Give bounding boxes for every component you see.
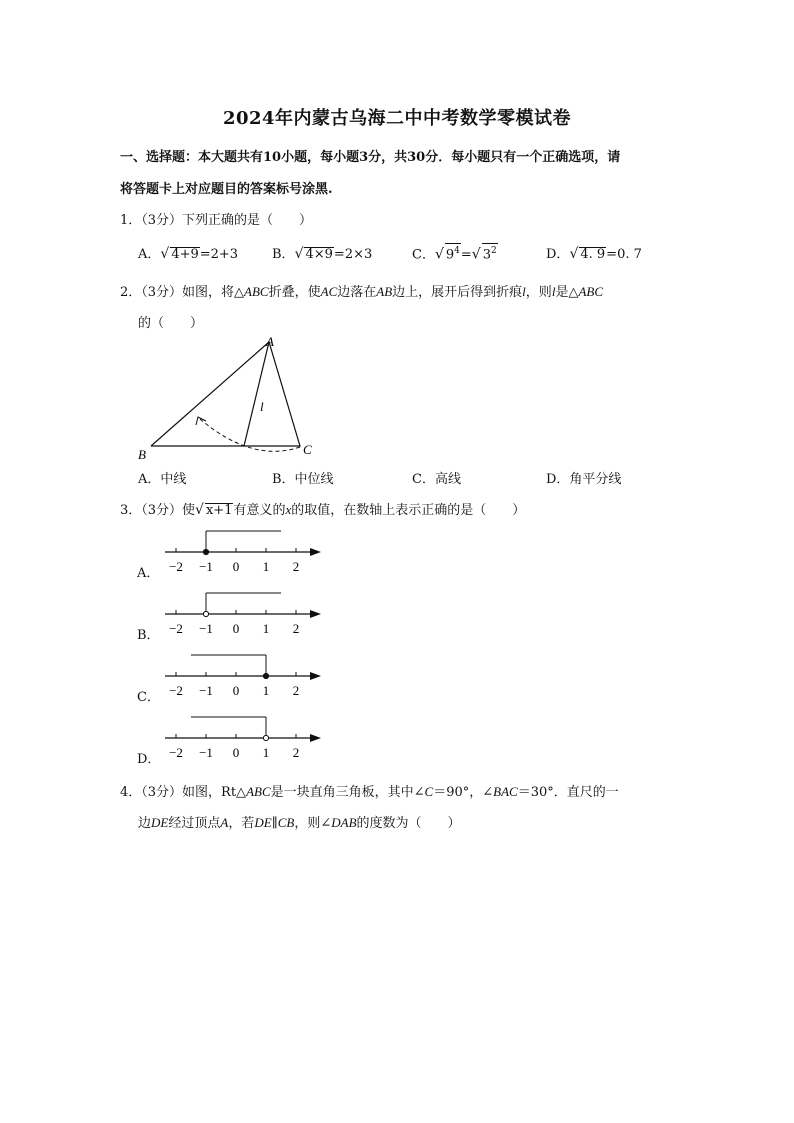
q3-option-a-label: A． — [137, 566, 160, 581]
q2-triangle-figure — [132, 333, 372, 463]
axis-arrow — [310, 734, 321, 742]
tick-label: −1 — [199, 621, 213, 636]
number-line-b — [155, 587, 330, 643]
tick-label: 2 — [292, 683, 300, 698]
tick-label: −1 — [199, 559, 213, 574]
fold-label-l: l — [260, 399, 264, 414]
section-instructions-line2: 将答题卡上对应题目的答案标号涂黑. — [120, 182, 333, 197]
tick-label: 0 — [232, 559, 240, 574]
closed-point — [263, 673, 268, 678]
q1-option-b: B．√ 4×9=2×3 — [272, 246, 373, 262]
q1-option-d: D．√ 4. 9=0. 7 — [546, 246, 642, 262]
q2-option-a: A．中线 — [138, 472, 187, 487]
tick-label: 0 — [232, 745, 240, 760]
tick-label: 2 — [292, 621, 300, 636]
tick-label: 1 — [262, 621, 270, 636]
triangle-outline — [151, 342, 300, 446]
axis-arrow — [310, 672, 321, 680]
arrow-head — [196, 417, 206, 425]
number-line-d — [155, 711, 330, 767]
section-instructions-line1: 一、选择题：本大题共有10小题，每小题3分，共30分．每小题只有一个正确选项，请 — [120, 150, 621, 165]
q1-option-c: C．√ $9^4=√$ $3^2$ — [412, 243, 498, 262]
q2-option-d: D．角平分线 — [546, 472, 622, 487]
number-line-a — [155, 525, 330, 581]
tick-label: −2 — [169, 745, 183, 760]
tick-label: −2 — [169, 621, 183, 636]
vertex-label-b: B — [138, 447, 146, 462]
axis-arrow — [310, 548, 321, 556]
tick-label: 1 — [262, 559, 270, 574]
open-point — [263, 735, 268, 740]
fold-line-l — [244, 342, 269, 446]
tick-label: 2 — [292, 745, 300, 760]
tick-label: −1 — [199, 683, 213, 698]
axis-arrow — [310, 610, 321, 618]
tick-label: 2 — [292, 559, 300, 574]
q1-option-a: A．√ 4+9=2+3 — [138, 246, 239, 262]
tick-label: 0 — [232, 621, 240, 636]
tick-label: 1 — [262, 745, 270, 760]
q3-option-c-label: C． — [137, 690, 160, 705]
q2-option-b: B．中位线 — [272, 472, 334, 487]
tick-label: −2 — [169, 559, 183, 574]
q2-stem-line1: 2．（3分）如图，将△ABC折叠，使AC边落在AB边上，展开后得到折痕l，则l是△ABC — [120, 284, 603, 300]
closed-point — [203, 549, 208, 554]
number-line-c — [155, 649, 330, 705]
tick-label: −2 — [169, 683, 183, 698]
tick-label: 1 — [262, 683, 270, 698]
q2-option-c: C．高线 — [412, 472, 461, 487]
vertex-label-a: A — [266, 334, 274, 349]
q3-stem: 3．（3分）使√ x+1有意义的x的取值，在数轴上表示正确的是（ ） — [120, 502, 526, 518]
q1-stem: 1．（3分）下列正确的是（ ） — [120, 213, 313, 228]
tick-label: 0 — [232, 683, 240, 698]
open-point — [203, 611, 208, 616]
q3-option-d-label: D． — [137, 752, 161, 767]
q4-stem-line2: 边DE经过顶点A，若DE∥CB，则∠DAB的度数为（ ） — [138, 815, 461, 831]
page-title: 2024年内蒙古乌海二中中考数学零模试卷 — [222, 108, 572, 129]
vertex-label-c: C — [303, 442, 312, 457]
q2-stem-line2: 的（ ） — [138, 316, 204, 331]
q3-option-b-label: B． — [137, 628, 160, 643]
tick-label: −1 — [199, 745, 213, 760]
q4-stem-line1: 4．（3分）如图，Rt△ABC是一块直角三角板，其中∠C＝90°，∠BAC＝30°．直尺的一 — [120, 784, 619, 800]
